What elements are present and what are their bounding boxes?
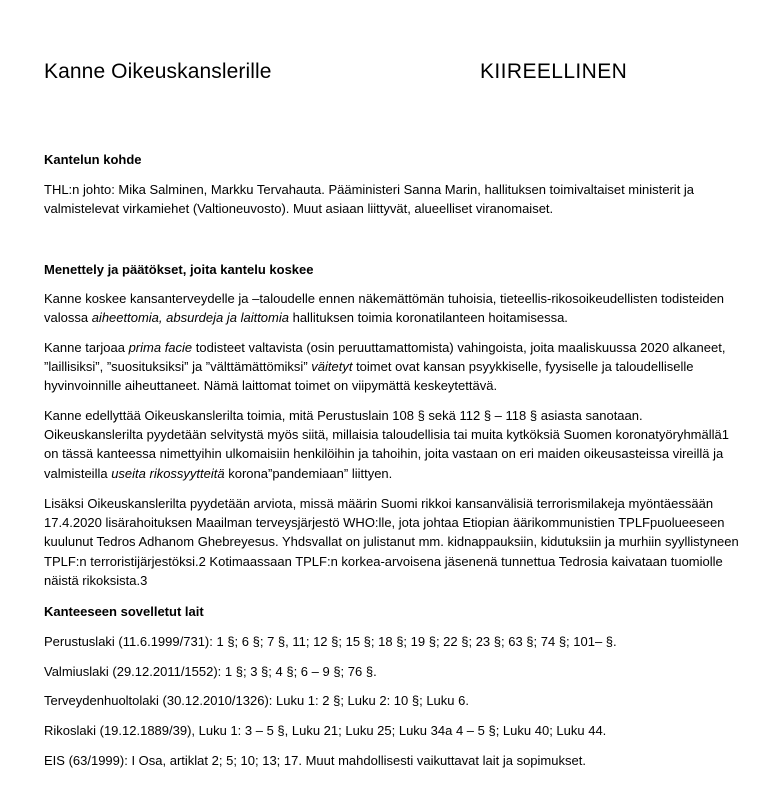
paragraph-menettely-1 [44, 289, 744, 327]
law-item-perustuslaki: Perustuslaki (11.6.1999/731): 1 §; 6 §; 7 §, 11; 12 §; 15 §; 18 §; 19 §; 22 §; 23 §; 63 §; 74 §; 101– §. [44, 634, 617, 649]
emphasis-text: väitetyt [311, 359, 353, 375]
law-item-rikoslaki: Rikoslaki (19.12.1889/39), Luku 1: 3 – 5 §, Luku 21; Luku 25; Luku 34a 4 – 5 §; Luku 40; Luku 44. [44, 723, 607, 738]
law-item-terveydenhuoltolaki: Terveydenhuoltolaki (30.12.2010/1326): Luku 1: 2 §; Luku 2: 10 §; Luku 6. [44, 693, 469, 708]
law-item-valmiuslaki: Valmiuslaki (29.12.2011/1552): 1 §; 3 §; 4 §; 6 – 9 §; 76 §. [44, 664, 377, 679]
paragraph-menettely-2 [44, 338, 744, 396]
paragraph-menettely-3 [44, 406, 744, 483]
paragraph-text: korona”pandemiaan” liittyen. [224, 465, 393, 481]
heading-sovelletut-lait: Kanteeseen sovelletut lait [44, 604, 204, 619]
emphasis-text: prima facie [128, 340, 193, 355]
title-row [44, 60, 744, 88]
paragraph-text: hallituksen toimia koronatilanteen hoitamisessa. [288, 310, 568, 326]
heading-kantelun-kohde: Kantelun kohde [44, 152, 142, 167]
heading-menettely: Menettely ja päätökset, joita kantelu koskee [44, 262, 314, 277]
paragraph-text: Kanne edellyttää Oikeuskanslerilta toimia, mitä Perustuslain 108 § sekä 112 § – 118 § asiasta sanotaan. Oikeuskanslerilta pyydetään selvitystä myös siitä, millaisia taloudellisia tai muita kytköksiä Suomen koronatyöryhmällä1 on tässä kanteessa nimettyihin ulkomaisiin henkilöihin ja tahoihin, joita vastaan on eri maiden oikeusasteissa vireillä ja valmisteilla [44, 408, 729, 481]
urgency-label: KIIREELLINEN [480, 60, 628, 83]
law-item-eis: EIS (63/1999): I Osa, artiklat 2; 5; 10; 13; 17. Muut mahdollisesti vaikuttavat lait ja sopimukset. [44, 753, 586, 768]
paragraph-text: Kanne tarjoaa [44, 340, 129, 355]
paragraph-menettely-4: Lisäksi Oikeuskanslerilta pyydetään arviota, missä määrin Suomi rikkoi kansanvälisiä terrorismilakeja myöntäessään 17.4.2020 lisärahoituksen Maailman terveysjärjestö WHO:lle, jota johtaa Etiopian äärikommunistien TPLFpuolueeseen kuulunut Tedros Adhanom Ghebreyesus. Yhdsvallat on julistanut mm. kidnappauksiin, kidutuksiin ja murhiin syyllistyneen TPLF:n terroristijärjestöksi.2 Kotimaassaan TPLF:n korkea-arvoisena jäsenenä tunnettua Tedrosia kaivataan tuomiolle näistä rikoksista.3 [44, 496, 739, 588]
document-title: Kanne Oikeuskanslerille [44, 60, 272, 83]
paragraph-text: Kanne koskee kansanterveydelle ja –taloudelle ennen näkemättömän tuhoisia, tieteellis-rikosoikeudellisten todisteiden valossa [44, 291, 725, 326]
paragraph-text: todisteet valtavista (osin peruuttamattomista) vahingoista, joita maaliskuussa 2020 alkaneet, ”laillisiksi”, ”suosituksiksi” ja ”välttämättömiksi” [44, 340, 726, 375]
emphasis-text: aiheettomia, absurdeja ja laittomia [91, 310, 289, 326]
paragraph-text: toimet ovat kansan psyykkiselle, fyysiselle ja taloudelliselle hyvinvoinnille aiheuttaneet. Nämä laittomat toimet on viipymättä keskeytettävä. [44, 359, 694, 394]
paragraph-kohde: THL:n johto: Mika Salminen, Markku Tervahauta. Pääministeri Sanna Marin, hallituksen toimivaltaiset ministerit ja valmistelevat virkamiehet (Valtioneuvosto). Muut asiaan liittyvät, alueelliset viranomaiset. [44, 182, 695, 217]
emphasis-text: useita rikossyytteitä [111, 465, 225, 481]
